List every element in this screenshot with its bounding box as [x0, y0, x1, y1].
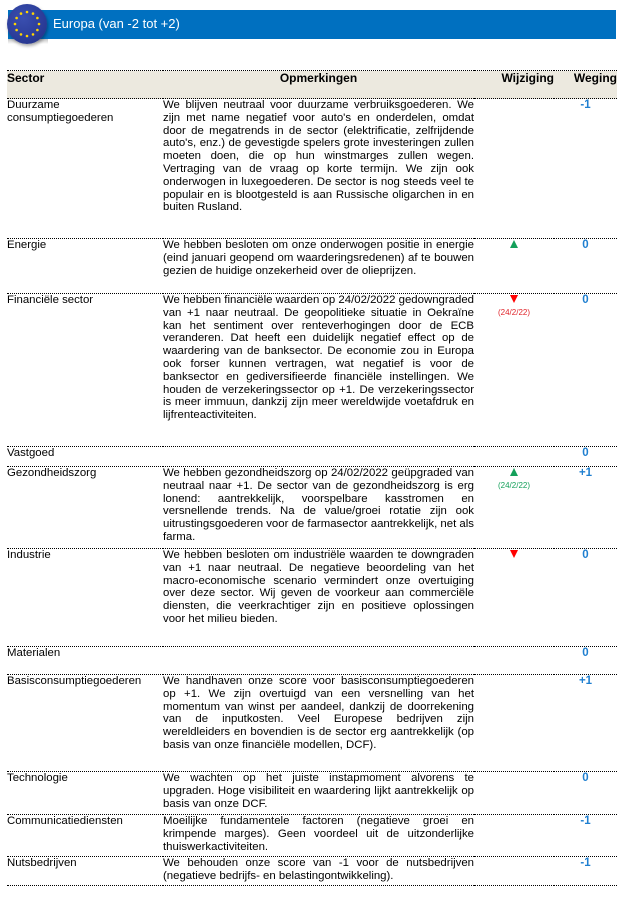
sector-remarks: We behouden onze score van -1 voor de nutsbedrijven (negatieve bedrijfs- en belastingontwikkeling). — [163, 857, 474, 886]
weighting-value: -1 — [554, 815, 617, 857]
sector-name: Industrie — [7, 549, 163, 647]
flag-star — [26, 11, 29, 14]
change-date: (24/2/22) — [497, 480, 531, 490]
flag-star — [14, 23, 17, 26]
sector-remarks — [163, 447, 474, 467]
header-sector: Sector — [7, 71, 163, 99]
change-cell — [474, 447, 554, 467]
weighting-value: 0 — [554, 447, 617, 467]
header-weging: Weging — [554, 71, 617, 99]
change-cell — [474, 294, 554, 447]
change-cell — [474, 647, 554, 675]
weighting-value: -1 — [554, 99, 617, 239]
change-cell — [474, 772, 554, 815]
table-row — [7, 294, 617, 447]
change-cell — [474, 467, 554, 549]
change-cell — [474, 675, 554, 772]
sector-name: Duurzame consumptiegoederen — [7, 99, 163, 239]
change-cell — [474, 857, 554, 886]
banner-title: Europa (van -2 tot +2) — [53, 16, 180, 31]
sector-remarks: Moeilijke fundamentele factoren (negatieve groei en krimpende marges). Geen voordeel uit de uitzonderlijke thuiswerkactiviteiten. — [163, 815, 474, 857]
sector-remarks: We hebben gezondheidszorg op 24/02/2022 geüpgraded van neutraal naar +1. De sector van de gezondheidszorg is erg lonend: aantrekkelijk, voorspelbare kasstromen en versnellende trends. Na de value/groei rotatie zijn ook uitrustingsgoederen voor de farmasector aantrekkelijk, net als farma. — [163, 467, 474, 549]
weighting-value: 0 — [554, 647, 617, 675]
table-row — [7, 99, 617, 239]
table-row — [7, 675, 617, 772]
table-row — [7, 647, 617, 675]
eu-flag-icon — [7, 4, 47, 44]
flag-star — [20, 33, 23, 36]
flag-star — [20, 12, 23, 15]
sector-table — [7, 70, 617, 886]
sector-remarks: We hebben besloten om onze onderwogen positie in energie (eind januari geopend om waarderingsredenen) af te bouwen gezien de huidige onzekerheid over de olieprijzen. — [163, 239, 474, 294]
flag-star — [36, 29, 39, 32]
flag-star — [36, 17, 39, 20]
weighting-value: +1 — [554, 675, 617, 772]
sector-remarks: We wachten op het juiste instapmoment alvorens te upgraden. Hoge visibiliteit en waardering lijkt aantrekkelijk op basis van onze DCF. — [163, 772, 474, 815]
change-cell — [474, 99, 554, 239]
sector-name: Communicatiediensten — [7, 815, 163, 857]
header-opmerkingen: Opmerkingen — [163, 71, 474, 99]
table-row — [7, 857, 617, 886]
table-row — [7, 239, 617, 294]
flag-star — [26, 35, 29, 38]
table-header-row — [7, 71, 617, 99]
flag-star — [38, 23, 41, 26]
table-row — [7, 467, 617, 549]
arrow-down-icon — [510, 550, 518, 558]
sector-name: Basisconsumptiegoederen — [7, 675, 163, 772]
change-date: (24/2/22) — [497, 307, 531, 317]
sector-remarks: We hebben financiële waarden op 24/02/2022 gedowngraded van +1 naar neutraal. De geopolitieke situatie in Oekraïne kan het sentiment over renteverhogingen door de ECB veranderen. Dat heeft een duidelijk negatief effect op de waardering van de banksector. De economie zou in Europa ook forser kunnen vertragen, wat negatief is voor de banksector en gediversifieerde financiële instellingen. We houden de verzekeringssector op +1. De verzekeringssector is meer immuun, dankzij zijn meer wereldwijde voetafdruk en lijfrenteactiviteiten. — [163, 294, 474, 447]
sector-remarks: We handhaven onze score voor basisconsumptiegoederen op +1. We zijn overtuigd van een versnelling van het momentum van winst per aandeel, dankzij de doorrekening van de inputkosten. Veel Europese bedrijven zijn wereldleiders en bovendien is de sector erg aantrekkelijk (op basis van onze financiële modellen, DCF). — [163, 675, 474, 772]
sector-name: Financiële sector — [7, 294, 163, 447]
arrow-down-icon — [510, 295, 518, 303]
change-cell — [474, 549, 554, 647]
flag-star — [15, 17, 18, 20]
weighting-value: 0 — [554, 294, 617, 447]
table-row — [7, 772, 617, 815]
change-cell — [474, 815, 554, 857]
sector-remarks — [163, 647, 474, 675]
sector-remarks: We blijven neutraal voor duurzame verbruiksgoederen. We zijn met name negatief voor auto's en onderdelen, omdat door de megatrends in de sector (elektrificatie, zelfrijdende auto's, enz.) de gevestigde spelers grote investeringen zullen moeten doen, die op hun winstmarges zullen wegen. Vertraging van de vraag op korte termijn. We zijn ook onderwogen in luxegoederen. De sector is nog steeds veel te populair en is blootgesteld is aan Russische oligarchen in en buiten Rusland. — [163, 99, 474, 239]
table-row — [7, 815, 617, 857]
header-wijziging: Wijziging — [474, 71, 554, 99]
arrow-up-icon — [510, 468, 518, 476]
sector-remarks: We hebben besloten om industriële waarden te downgraden van +1 naar neutraal. De negatieve beoordeling van het macro-economische scenario vermindert onze overtuiging over deze sector. Wij geven de voorkeur aan commerciële diensten, die veerkrachtiger zijn en positieve oplossingen voor het milieu bieden. — [163, 549, 474, 647]
sector-name: Vastgoed — [7, 447, 163, 467]
weighting-value: 0 — [554, 772, 617, 815]
sector-name: Energie — [7, 239, 163, 294]
sector-name: Gezondheidszorg — [7, 467, 163, 549]
flag-star — [32, 12, 35, 15]
table-row — [7, 447, 617, 467]
weighting-value: -1 — [554, 857, 617, 886]
weighting-value: 0 — [554, 549, 617, 647]
flag-star — [32, 33, 35, 36]
sector-name: Technologie — [7, 772, 163, 815]
sector-name: Materialen — [7, 647, 163, 675]
sector-name: Nutsbedrijven — [7, 857, 163, 886]
weighting-value: 0 — [554, 239, 617, 294]
table-row — [7, 549, 617, 647]
weighting-value: +1 — [554, 467, 617, 549]
flag-star — [15, 29, 18, 32]
change-cell — [474, 239, 554, 294]
arrow-up-icon — [510, 240, 518, 248]
